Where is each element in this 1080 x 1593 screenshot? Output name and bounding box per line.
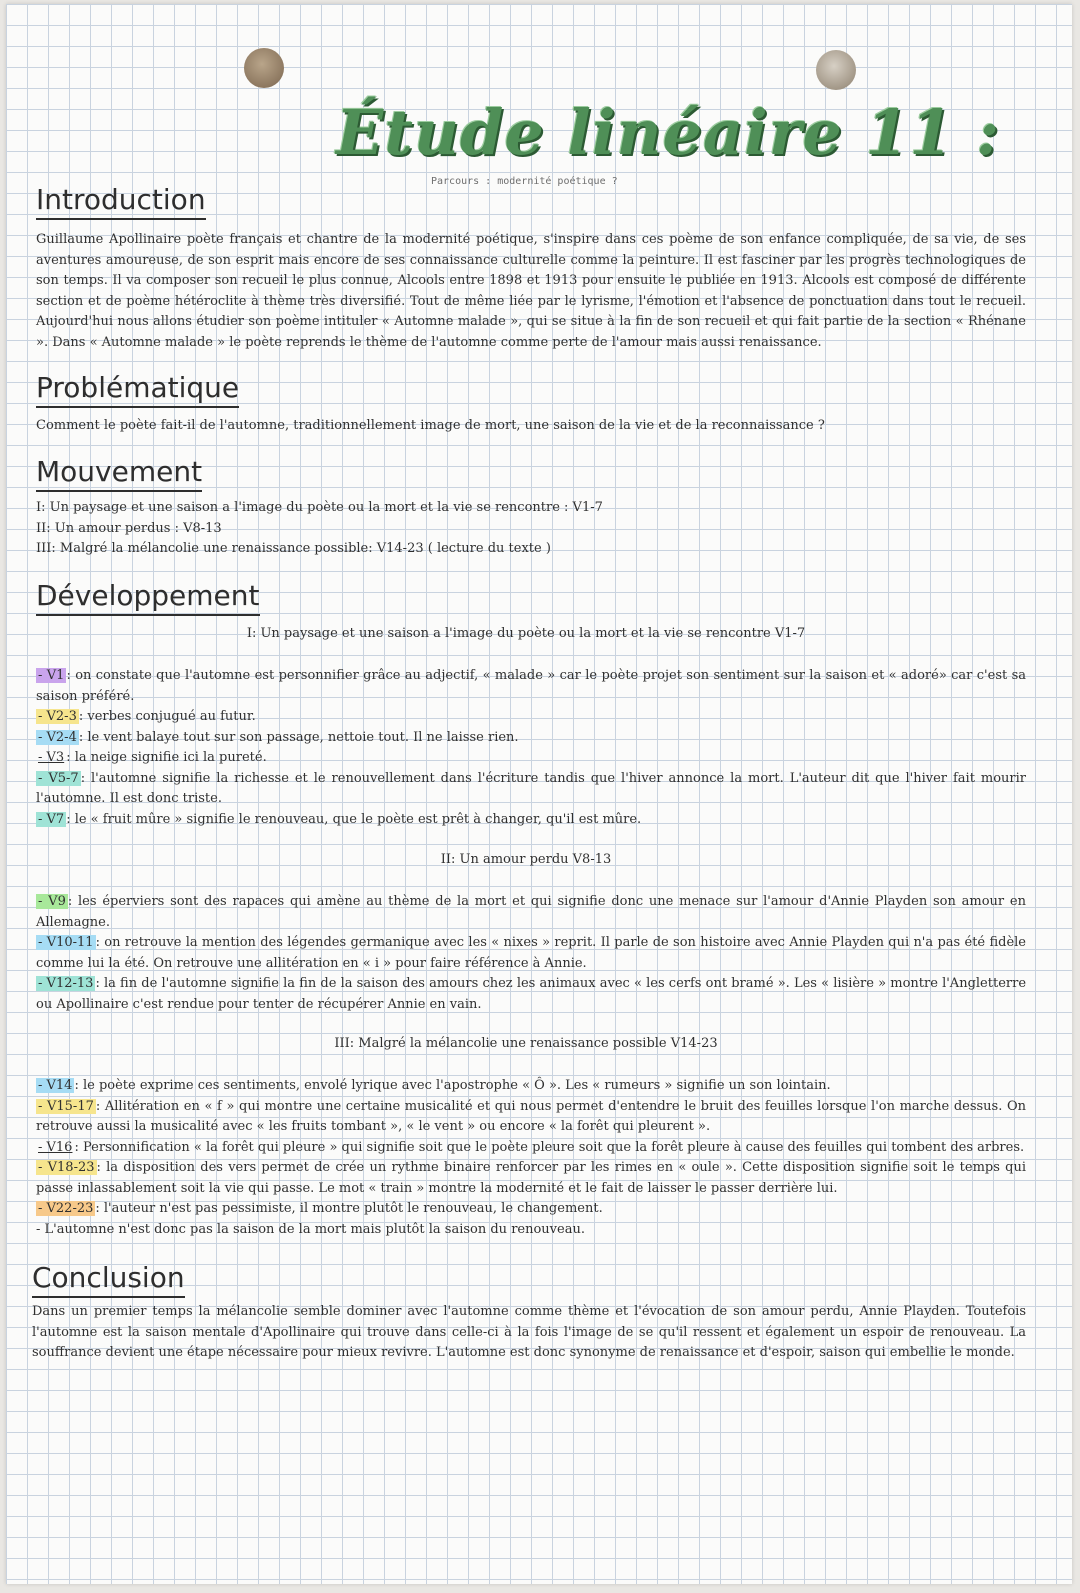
verse-tag: - V10-11 [38, 935, 94, 950]
note-text: : le vent balaye tout sur son passage, nettoie tout. Il ne laisse rien. [78, 729, 519, 745]
note-text: : le poète exprime ces sentiments, envolé lyrique avec l'apostrophe « Ô ». Les « rumeurs » signifie un son lointain. [74, 1078, 831, 1093]
mouvement-item-2: II: Un amour perdus : V8-13 [36, 520, 222, 536]
verse-tag: - V12-13 [38, 976, 94, 991]
note-text: : la neige signifie ici la pureté. [66, 750, 267, 765]
note-text: : l'automne signifie la richesse et le renouvellement dans l'écriture tandis que l'hiver annonce la mort. L'auteur dit que l'hiver fait mourir l'automne. Il est donc triste. [36, 770, 1026, 806]
part1-item [36, 769, 1026, 810]
part2-list [36, 892, 1026, 1015]
note-text: - L'automne n'est donc pas la saison de la mort mais plutôt la saison du renouveau. [36, 1221, 585, 1237]
part2-item [36, 933, 1026, 974]
note-text: : verbes conjugué au futur. [78, 709, 256, 724]
part3-item [36, 1158, 1026, 1199]
note-text: : Allitération en « f » qui montre une certaine musicalité et qui nous permet d'entendre le bruit des feuilles lorsque l'on marche dessus. On retrouve aussi la musicalité avec « les fruits tombant », « le vent » ou encore « la forêt qui pleurent ». [36, 1098, 1027, 1134]
part2-item [36, 974, 1026, 1015]
part3-list [36, 1076, 1026, 1240]
part2-title: II: Un amour perdu V8-13 [440, 852, 612, 867]
verse-tag: - V22-23 [38, 1201, 94, 1216]
developpement-heading: Développement [36, 580, 260, 616]
verse-tag: - V9 [38, 894, 66, 909]
part3-title: III: Malgré la mélancolie une renaissance possible V14-23 [334, 1036, 718, 1051]
notebook-page [6, 4, 1072, 1584]
binder-hole-left [244, 48, 284, 88]
part1-item [36, 666, 1026, 707]
verse-tag: - V3 [38, 750, 65, 765]
verse-tag: - V18-23 [38, 1160, 95, 1175]
note-text: : on retrouve la mention des légendes germanique avec les « nixes » reprit. Il parle de son histoire avec Annie Playden qui n'a pas été fidèle comme lui la été. On retrouve une allitération en « i » pour faire référence à Annie. [36, 935, 1026, 971]
verse-tag: - V16 [38, 1139, 73, 1155]
note-text: : les éperviers sont des rapaces qui amène au thème de la mort et qui signifie donc une menace sur l'amour d'Annie Playden son amour en Allemagne. [36, 894, 1026, 930]
part3-item [36, 1220, 1026, 1241]
part3-item [36, 1199, 1026, 1220]
note-text: : le « fruit mûre » signifie le renouveau, que le poète est prêt à changer, qu'il est mûre. [66, 811, 642, 827]
part1-title: I: Un paysage et une saison a l'image du poète ou la mort et la vie se rencontre V1-7 [246, 626, 806, 641]
verse-tag: - V15-17 [38, 1098, 94, 1114]
part1-item [36, 748, 1026, 769]
part3-item [36, 1138, 1026, 1159]
introduction-text: Guillaume Apollinaire poète français et chantre de la modernité poétique, s'inspire dans ces poème de son enfance compliquée, de sa vie, de ses aventures amoureuse, de son esprit mais encore de ses connaissance culturelle comme la peinture. Il est fasciner par les progrès technologiques de son temps. Il va composer son recueil le plus connue, Alcools entre 1898 et 1913 pour ensuite le publiée en 1913. Alcools est composé de différente section et de poème hétéroclite à thème très diversifié. Tout de même liée par le lyrisme, l'émotion et l'absence de ponctuation dans tout le recueil. Aujourd'hui nous allons étudier son poème intituler « Automne malade », qui se situe à la fin de son recueil et qui fait partie de la section « Rhénane ». Dans « Automne malade » le poète reprends le thème de l'automne comme perte de l'amour mais aussi renaissance. [36, 232, 1026, 350]
verse-tag: - V2-3 [38, 709, 77, 724]
conclusion-heading: Conclusion [32, 1262, 185, 1298]
verse-tag: - V2-4 [38, 729, 77, 745]
note-text: : on constate que l'automne est personnifier grâce au adjectif, « malade » car le poète projet son sentiment sur la saison et « adoré» car c'est sa saison préféré. [36, 668, 1027, 704]
part1-item [36, 707, 1026, 728]
part3-item [36, 1076, 1026, 1097]
mouvement-item-3: III: Malgré la mélancolie une renaissance possible: V14-23 ( lecture du texte ) [36, 541, 551, 556]
problematique-heading: Problématique [36, 372, 239, 408]
mouvement-list [36, 498, 1026, 560]
verse-tag: - V14 [38, 1078, 73, 1093]
verse-tag: - V5-7 [38, 770, 79, 786]
part1-list [36, 666, 1026, 830]
verse-tag: - V7 [38, 811, 65, 827]
part1-item [36, 810, 1026, 831]
introduction-heading: Introduction [36, 184, 206, 220]
part2-item [36, 892, 1026, 933]
note-text: : l'auteur n'est pas pessimiste, il montre plutôt le renouveau, le changement. [95, 1201, 603, 1216]
note-text: : la fin de l'automne signifie la fin de la saison des amours chez les animaux avec « les cerfs ont bramé ». Les « lisière » montre l'Angletterre ou Apollinaire c'est rendue pour tenter de récupérer Annie en vain. [36, 976, 1027, 1012]
part3-item [36, 1097, 1026, 1138]
binder-hole-right [816, 50, 856, 90]
verse-tag: - V1 [38, 668, 65, 683]
page-subtitle: Parcours : modernité poétique ? [431, 176, 618, 187]
conclusion-text: Dans un premier temps la mélancolie semble dominer avec l'automne comme thème et l'évocation de son amour perdu, Annie Playden. Toutefois l'automne est la saison mentale d'Apollinaire qui trouve dans celle-ci à la fois l'image de se qu'il ressent et également un espoir de renouveau. La souffrance devient une étape nécessaire pour mieux revivre. L'automne est donc synonyme de renaissance et d'espoir, saison qui embellie le monde. [32, 1304, 1026, 1360]
page-title: Étude linéaire 11 : [336, 96, 1001, 169]
mouvement-item-1: I: Un paysage et une saison a l'image du poète ou la mort et la vie se rencontre : V1-7 [36, 500, 603, 515]
note-text: : Personnification « la forêt qui pleure » qui signifie soit que le poète pleure soit que la forêt pleure à cause des feuilles qui tombent des arbres. [74, 1139, 1025, 1155]
problematique-text: Comment le poète fait-il de l'automne, traditionnellement image de mort, une saison de la vie et de la reconnaissance ? [36, 418, 825, 433]
note-text: : la disposition des vers permet de crée un rythme binaire renforcer par les rimes en « oule ». Cette disposition signifie soit le temps qui passe inlassablement soit la vie qui passe. Le mot « train » montre la modernité et le fait de laisser le passer derrière lui. [36, 1160, 1026, 1196]
mouvement-heading: Mouvement [36, 456, 202, 492]
part1-item [36, 728, 1026, 749]
